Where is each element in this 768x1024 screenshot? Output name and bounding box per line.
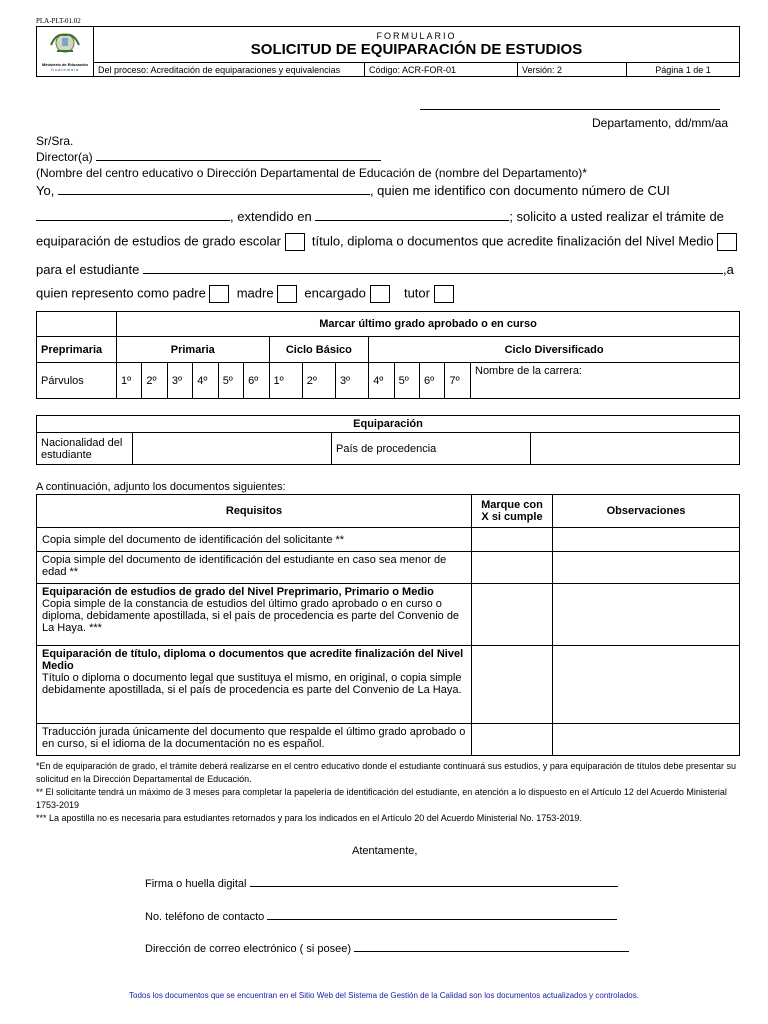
req-title: Equiparación de título, diploma o documentos que acredite finalización del Nivel Medio: [42, 648, 464, 672]
div-grade-cell[interactable]: 6º: [420, 363, 445, 399]
madre-checkbox[interactable]: [277, 285, 297, 303]
req-check[interactable]: [472, 528, 553, 552]
req-check[interactable]: [472, 552, 553, 584]
estudiante-label: para el estudiante: [36, 262, 140, 277]
parvulos-cell[interactable]: Párvulos: [37, 363, 117, 399]
footer-note: Todos los documentos que se encuentran en el Sitio Web del Sistema de Gestión de la Calidad son los documentos actualizados y controlados.: [129, 991, 639, 1000]
encargado-checkbox[interactable]: [370, 285, 390, 303]
basico-grade-cell[interactable]: 3º: [335, 363, 368, 399]
div-grade-cell[interactable]: 4º: [369, 363, 394, 399]
basico-header: Ciclo Básico: [269, 337, 369, 363]
basico-grade-cell[interactable]: 1º: [269, 363, 302, 399]
student-row: [36, 262, 734, 277]
date-label: Departamento, dd/mm/aa: [592, 116, 729, 130]
director-note: (Nombre del centro educativo o Dirección Departamental de Educación de (nombre del Departamento)*: [36, 166, 587, 180]
table-row: [37, 646, 740, 724]
primaria-grade-cell[interactable]: 1º: [117, 363, 142, 399]
cui-blank[interactable]: [36, 220, 230, 221]
logo-cell: [37, 27, 94, 77]
name-blank[interactable]: [58, 194, 370, 195]
docs-intro: A continuación, adjunto los documentos siguientes:: [36, 481, 286, 493]
logo-text-2: Guatemala: [50, 67, 80, 72]
carrera-cell[interactable]: Nombre de la carrera:: [471, 363, 740, 399]
marque-header: Marque con X si cumple: [472, 495, 553, 528]
equip-grado-label: equiparación de estudios de grado escolar: [36, 233, 282, 249]
req-text: Copia simple del documento de identificación del estudiante en caso sea menor de edad **: [37, 552, 472, 584]
logo-text-1: Ministerio de Educación: [41, 62, 88, 67]
a-label: ,a: [722, 262, 734, 277]
primaria-grade-cell[interactable]: 3º: [167, 363, 192, 399]
primaria-header: Primaria: [117, 337, 270, 363]
telefono-blank[interactable]: [267, 919, 617, 920]
req-text: Traducción jurada únicamente del documento que respalde el último grado aprobado o en curso, si el idioma de la documentación no es español.: [37, 724, 472, 756]
primaria-grade-cell[interactable]: 5º: [218, 363, 243, 399]
director-blank[interactable]: [96, 160, 381, 161]
atentamente: Atentamente,: [352, 845, 418, 857]
correo-blank[interactable]: [354, 951, 629, 952]
diversificado-header: Ciclo Diversificado: [369, 337, 740, 363]
code-label: Código: ACR-FOR-01: [365, 63, 518, 77]
yo-row: [36, 183, 670, 198]
padre-label: quien represento como padre: [36, 285, 206, 301]
grades-table: [36, 311, 740, 399]
place-blank[interactable]: [315, 220, 509, 221]
firma-label: Firma o huella digital: [145, 878, 247, 890]
nacionalidad-input[interactable]: [133, 433, 332, 465]
footnote-1: *En de equiparación de grado, el trámite deberá realizarse en el centro educativo donde el estudiante continuará sus estudios, y para equiparación de títulos debe presentar su solicitud en la Dirección Departamental de Educación.: [36, 761, 736, 784]
req-text: Copia simple de la constancia de estudios del último grado aprobado o en curso o diploma, debidamente apostillada, si el país de procedencia es parte del Convenio de La Haya. ***: [42, 598, 460, 634]
date-blank[interactable]: [420, 97, 720, 110]
correo-row: [145, 943, 629, 955]
extendido-label: , extendido en: [230, 209, 312, 224]
req-check[interactable]: [472, 724, 553, 756]
req-title: Equiparación de estudios de grado del Nivel Preprimario, Primario o Medio: [42, 586, 434, 598]
solicito-label: ; solicito a usted realizar el trámite de: [509, 209, 724, 224]
titulo-checkbox[interactable]: [717, 233, 737, 251]
req-text: Copia simple del documento de identificación del solicitante **: [37, 528, 472, 552]
req-cell: [37, 646, 472, 724]
req-obs[interactable]: [553, 724, 740, 756]
footnotes: [36, 760, 740, 825]
req-check[interactable]: [472, 646, 553, 724]
form-title: SOLICITUD DE EQUIPARACIÓN DE ESTUDIOS: [250, 41, 583, 58]
telefono-label: No. teléfono de contacto: [145, 911, 265, 923]
tutor-checkbox[interactable]: [434, 285, 454, 303]
grades-header: Marcar último grado aprobado o en curso: [117, 312, 740, 337]
madre-label: madre: [236, 285, 274, 301]
table-row: [37, 724, 740, 756]
observaciones-header: Observaciones: [553, 495, 740, 528]
cui-label: , quien me identifico con documento número de CUI: [369, 183, 670, 198]
table-row: [37, 528, 740, 552]
footnote-3: *** La apostilla no es necesaria para estudiantes retornados y para los indicados en el Artículo 20 del Acuerdo Ministerial No. 1753-2019.: [36, 813, 582, 823]
correo-label: Dirección de correo electrónico ( si posee): [145, 943, 352, 955]
page-label: Página 1 de 1: [627, 63, 740, 77]
cui-row: [36, 209, 724, 224]
requisitos-header: Requisitos: [37, 495, 472, 528]
requisitos-table: [36, 494, 740, 756]
req-obs[interactable]: [553, 584, 740, 646]
primaria-grade-cell[interactable]: 4º: [193, 363, 218, 399]
version-label: Versión: 2: [518, 63, 627, 77]
footnote-2: ** El solicitante tendrá un máximo de 3 meses para completar la papelería de identificación del estudiante, en atención a lo dispuesto en el Artículo 12 del Acuerdo Ministerial 1753-2019: [36, 787, 727, 810]
grado-checkbox[interactable]: [285, 233, 305, 251]
salutation: Sr/Sra.: [36, 134, 74, 148]
req-obs[interactable]: [553, 552, 740, 584]
tutor-label: tutor: [403, 285, 430, 301]
primaria-grade-cell[interactable]: 6º: [244, 363, 269, 399]
req-text: Título o diploma o documento legal que sustituya el mismo, en original, o copia simple debidamente apostillada, si el país de procedencia es parte del Convenio de La Haya.: [42, 672, 462, 696]
pais-label: País de procedencia: [332, 433, 531, 465]
nacionalidad-label: Nacionalidad del estudiante: [37, 433, 133, 465]
padre-checkbox[interactable]: [209, 285, 229, 303]
yo-label: Yo,: [36, 183, 55, 198]
table-row: [37, 584, 740, 646]
firma-blank[interactable]: [250, 886, 618, 887]
div-grade-cell[interactable]: 7º: [445, 363, 471, 399]
table-row: [37, 552, 740, 584]
div-grade-cell[interactable]: 5º: [394, 363, 419, 399]
req-obs[interactable]: [553, 528, 740, 552]
encargado-label: encargado: [304, 285, 366, 301]
preprimaria-header: Preprimaria: [37, 337, 117, 363]
coat-of-arms-icon: [47, 29, 83, 57]
req-obs[interactable]: [553, 646, 740, 724]
doc-code: PLA-PLT-01.02: [36, 17, 81, 25]
req-cell: [37, 584, 472, 646]
process-label: Del proceso: Acreditación de equiparaciones y equivalencias: [94, 63, 365, 77]
equiparacion-table: [36, 415, 740, 465]
pais-input[interactable]: [531, 433, 740, 465]
student-blank[interactable]: [143, 273, 723, 274]
form-label: FORMULARIO: [376, 31, 457, 41]
firma-row: [145, 878, 618, 890]
titulo-label: título, diploma o documentos que acredite finalización del Nivel Medio: [311, 233, 714, 249]
primaria-grade-cell[interactable]: 2º: [142, 363, 167, 399]
req-check[interactable]: [472, 584, 553, 646]
telefono-row: [145, 911, 617, 923]
director-label: Director(a): [36, 150, 93, 164]
header-table: [36, 26, 740, 77]
basico-grade-cell[interactable]: 2º: [302, 363, 335, 399]
relation-row: [36, 285, 454, 303]
type-row: [36, 233, 737, 251]
equiparacion-header: Equiparación: [37, 416, 740, 433]
director-row: [36, 150, 381, 164]
